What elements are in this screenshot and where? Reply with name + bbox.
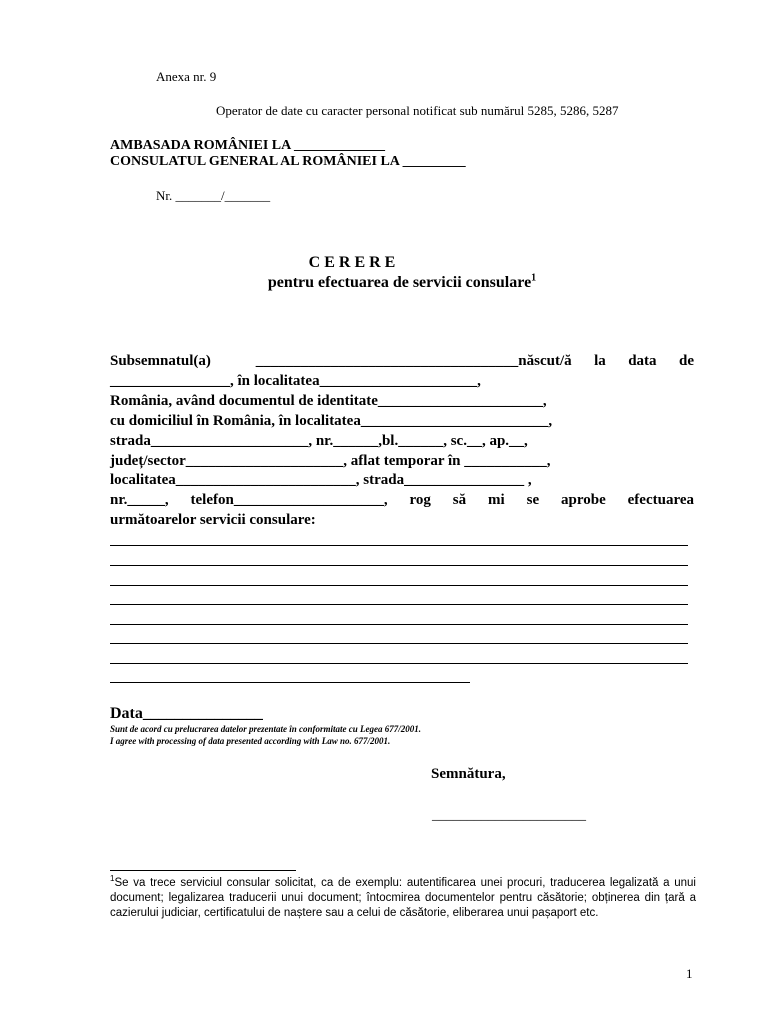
document-subtitle-text: pentru efectuarea de servicii consulare [267,274,532,291]
embassy-line: AMBASADA ROMÂNIEI LA _____________ [110,138,385,153]
service-blank-line [110,624,688,625]
footnote [110,876,696,921]
footnote-mark: 1 [110,874,115,884]
footnote-separator [110,870,296,871]
page-number: 1 [686,966,693,981]
form-line-4: cu domiciliul în România, în localitatea_________________________, [110,413,553,429]
service-blank-line [110,545,688,546]
service-blank-line [110,585,688,586]
service-blank-line [110,682,470,683]
document-subtitle [0,274,768,292]
form-line-3: România, având documentul de identitate______________________, [110,393,547,409]
form-line-5: strada_____________________, nr.______,bl.______, sc.__, ap.__, [110,433,528,449]
form-line-7: localitatea________________________, strada________________ , [110,472,532,488]
form-line-1: Subsemnatul(a) ___________________________________născut/ă la data de [110,353,694,369]
consulate-line: CONSULATUL GENERAL AL ROMÂNIEI LA _________ [110,154,466,169]
registration-number: Nr. _______/_______ [156,188,271,203]
signature-line: ______________________ [432,808,586,823]
document-title: C E R E R E [308,254,396,271]
form-line-9: următoarelor servicii consulare: [110,512,316,528]
form-line-8: nr._____, telefon____________________, rog să mi se aprobe efectuarea [110,492,694,508]
annex-number: Anexa nr. 9 [156,69,217,84]
service-blank-line [110,604,688,605]
service-blank-line [110,643,688,644]
footnote-text: Se va trece serviciul consular solicitat, ca de exemplu: autentificarea unei procuri, traducerea legalizată a unui document; legalizarea traducerii unui document; întocmirea documentelor pentru căsătorie; obținerea din țară a cazierului judiciar, certificatului de naștere sau a celui de căsătorie, eliberarea unui pașaport etc. [110,877,696,919]
signature-label: Semnătura, [431,766,506,782]
data-operator-note: Operator de date cu caracter personal notificat sub numărul 5285, 5286, 5287 [216,103,619,118]
service-blank-line [110,565,688,566]
date-field: Data_______________ [110,705,263,722]
form-line-6: județ/sector_____________________, aflat temporar în ___________, [110,453,551,469]
footnote-reference: 1 [531,272,537,284]
form-line-2: ________________, în localitatea_____________________, [110,373,481,389]
consent-english: I agree with processing of data presented according with Law no. 677/2001. [110,736,391,746]
service-blank-line [110,663,688,664]
consent-romanian: Sunt de acord cu prelucrarea datelor prezentate în conformitate cu Legea 677/2001. [110,724,421,734]
